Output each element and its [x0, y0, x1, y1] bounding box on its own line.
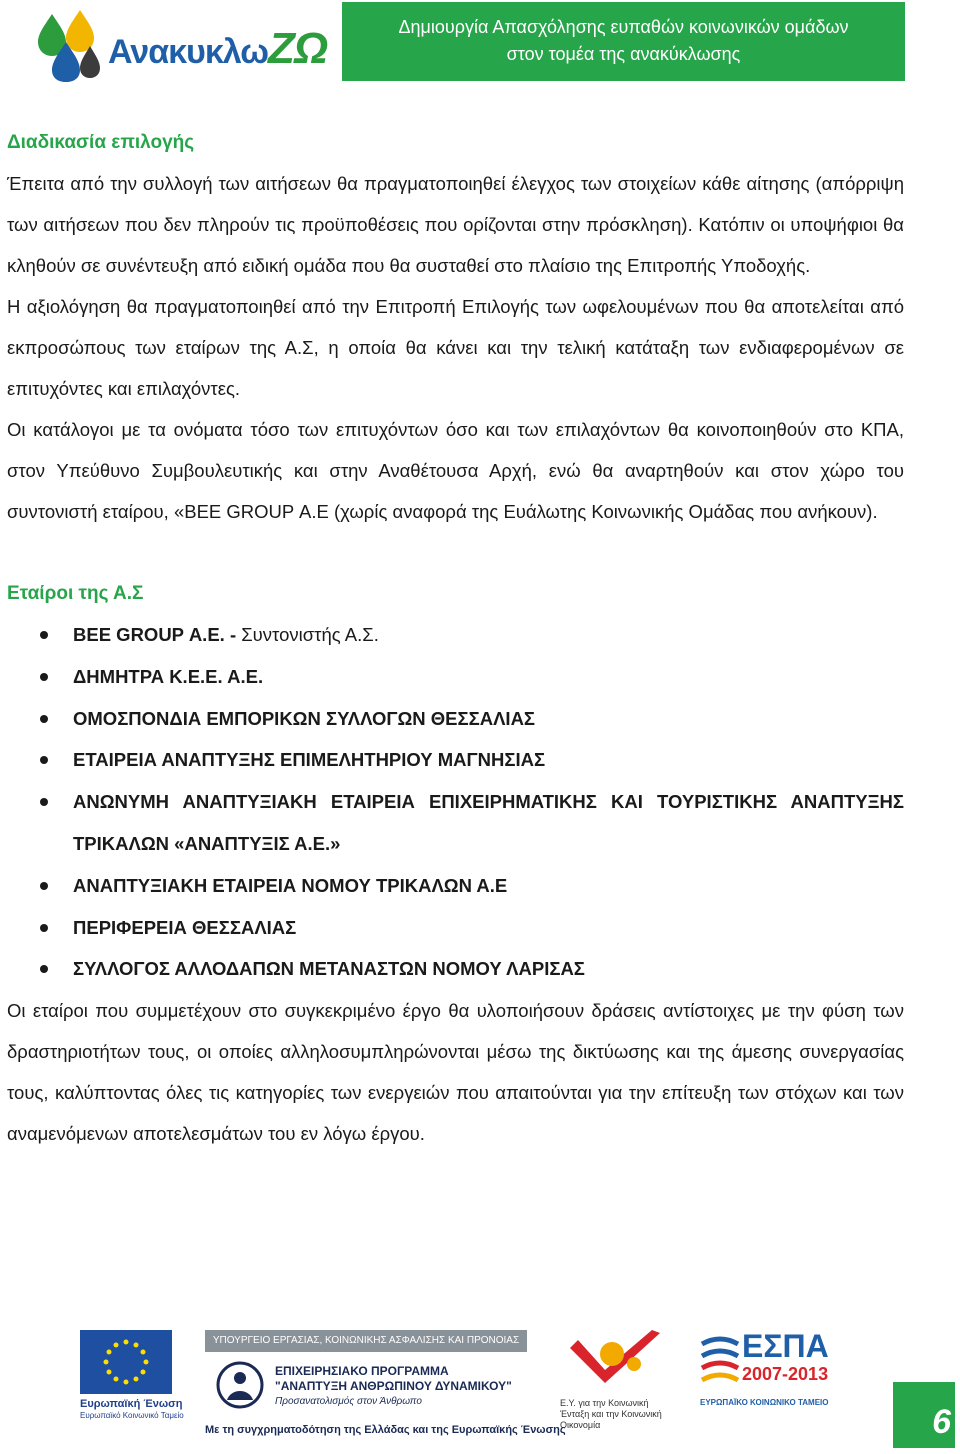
espa-waves-icon [700, 1334, 740, 1384]
page-header [0, 0, 960, 100]
list-item: ΟΜΟΣΠΟΝΔΙΑ ΕΜΠΟΡΙΚΩΝ ΣΥΛΛΟΓΩΝ ΘΕΣΣΑΛΙΑΣ [7, 698, 904, 740]
selection-paragraph-3: Οι κατάλογοι με τα ονόματα τόσο των επιτυχόντων όσο και των επιλαχόντων θα κοινοποιηθούν στο ΚΠΑ, στον Υπεύθυνο Συμβουλευτικής και στην Αναθέτουσα Αρχή, ενώ θα αναρτηθούν και στον χώρο του συντονιστή εταίρου, «BEE GROUP Α.Ε (χωρίς αναφορά της Ευάλωτης Κοινωνικής Ομάδας που ανήκουν). [7, 419, 904, 522]
espa-years: 2007-2013 [742, 1364, 829, 1384]
bullet-icon [40, 965, 48, 973]
bullet-icon [40, 882, 48, 890]
page-footer [0, 1320, 960, 1454]
bullet-icon [40, 756, 48, 764]
bullet-icon [40, 631, 48, 639]
bullet-icon [40, 924, 48, 932]
partners-closing-paragraph: Οι εταίροι που συμμετέχουν στο συγκεκριμένο έργο θα υλοποιήσουν δράσεις αντίστοιχες με την φύση των δραστηριοτήτων τους, οι οποίες αλληλοσυμπληρώνονται μέσω της δικτύωσης και της άμεσης συνεργασίας τους, καλύπτοντας όλες τις κατηγορίες των ενεργειών που απαιτούνται για την επίτευξη των στόχων και των αναμενόμενων αποτελεσμάτων του εν λόγω έργου. [7, 1000, 904, 1145]
list-item: ΑΝΩΝΥΜΗ ΑΝΑΠΤΥΞΙΑΚΗ ΕΤΑΙΡΕΙΑ ΕΠΙΧΕΙΡΗΜΑΤΙΚΗΣ ΚΑΙ ΤΟΥΡΙΣΤΙΚΗΣ ΑΝΑΠΤΥΞΗΣ ΤΡΙΚΑΛΩΝ «ΑΝΑΠΤΥΞΙΣ Α.Ε.» [7, 781, 904, 865]
espa-title: ΕΣΠΑ [742, 1328, 829, 1364]
anakyklwzw-logo [30, 6, 328, 84]
selection-paragraph-1: Έπειτα από την συλλογή των αιτήσεων θα πραγματοποιηθεί έλεγχος των στοιχείων κάθε αίτησης (απόρριψη των αιτήσεων που δεν πληρούν τις προϋποθέσεις που ορίζονται στην πρόσκληση). Κατόπιν οι υποψήφιοι θα κληθούν σε συνέντευξη από ειδική ομάδα που θα συσταθεί στο πλαίσιο της Επιτροπής Υποδοχής. [7, 173, 904, 276]
cofinance-note: Με τη συγχρηματοδότηση της Ελλάδας και της Ευρωπαϊκής Ένωσης [205, 1424, 566, 1436]
document-body [7, 122, 904, 1154]
partners-list [7, 614, 904, 990]
partners-heading: Εταίροι της Α.Σ [7, 583, 144, 604]
list-item: ΕΤΑΙΡΕΙΑ ΑΝΑΠΤΥΞΗΣ ΕΠΙΜΕΛΗΤΗΡΙΟΥ ΜΑΓΝΗΣΙΑΣ [7, 739, 904, 781]
op-subtitle: Προσανατολισμός στον Άνθρωπο [275, 1396, 422, 1407]
list-item: ΔΗΜΗΤΡΑ Κ.Ε.Ε. Α.Ε. [7, 656, 904, 698]
social-inclusion-caption: Ε.Υ. για την Κοινωνική Ένταξη και την Κοινωνική Οικονομία [560, 1398, 662, 1430]
bullet-icon [40, 673, 48, 681]
bullet-icon [40, 715, 48, 723]
op-title: ΕΠΙΧΕΙΡΗΣΙΑΚΟ ΠΡΟΓΡΑΜΜΑ "ΑΝΑΠΤΥΞΗ ΑΝΘΡΩΠΙΝΟΥ ΔΥΝΑΜΙΚΟΥ" [275, 1364, 512, 1393]
list-item: ΠΕΡΙΦΕΡΕΙΑ ΘΕΣΣΑΛΙΑΣ [7, 907, 904, 949]
spacer [7, 532, 904, 573]
logo-text: ΑνακυκλωΖΩ [108, 24, 328, 73]
header-title-line2: στον τομέα της ανακύκλωσης [506, 44, 741, 64]
header-title-line1: Δημιουργία Απασχόλησης ευπαθών κοινωνικών ομάδων [398, 17, 849, 37]
selection-paragraph-2: Η αξιολόγηση θα πραγματοποιηθεί από την Επιτροπή Επιλογής των ωφελουμένων που θα αποτελείται από εκπροσώπους των εταίρων της Α.Σ, η οποία θα κάνει και την τελική κατάταξη των ενδιαφερομένων σε επιτυχόντες και επιλαχόντες. [7, 296, 904, 399]
op-emblem-icon [215, 1360, 265, 1410]
logo-drops-icon [30, 6, 110, 84]
page-number: 6 [893, 1382, 955, 1448]
list-item: ΣΥΛΛΟΓΟΣ ΑΛΛΟΔΑΠΩΝ ΜΕΤΑΝΑΣΤΩΝ ΝΟΜΟΥ ΛΑΡΙΣΑΣ [7, 948, 904, 990]
selection-heading: Διαδικασία επιλογής [7, 132, 195, 153]
list-item: BEE GROUP Α.Ε. - Συντονιστής Α.Σ. [7, 614, 904, 656]
bullet-icon [40, 798, 48, 806]
espa-caption: ΕΥΡΩΠΑΪΚΟ ΚΟΙΝΩΝΙΚΟ ΤΑΜΕΙΟ [700, 1398, 829, 1407]
social-inclusion-logo-icon [560, 1328, 670, 1398]
eu-flag-icon [80, 1330, 172, 1394]
eu-caption: Ευρωπαϊκή Ένωση Ευρωπαϊκό Κοινωνικό Ταμείο [80, 1398, 184, 1420]
list-item: ΑΝΑΠΤΥΞΙΑΚΗ ΕΤΑΙΡΕΙΑ ΝΟΜΟΥ ΤΡΙΚΑΛΩΝ Α.Ε [7, 865, 904, 907]
ministry-banner: ΥΠΟΥΡΓΕΙΟ ΕΡΓΑΣΙΑΣ, ΚΟΙΝΩΝΙΚΗΣ ΑΣΦΑΛΙΣΗΣ ΚΑΙ ΠΡΟΝΟΙΑΣ [205, 1330, 527, 1352]
header-title-box [342, 2, 905, 81]
operational-programme-logo [205, 1354, 527, 1416]
espa-logo [700, 1328, 835, 1420]
